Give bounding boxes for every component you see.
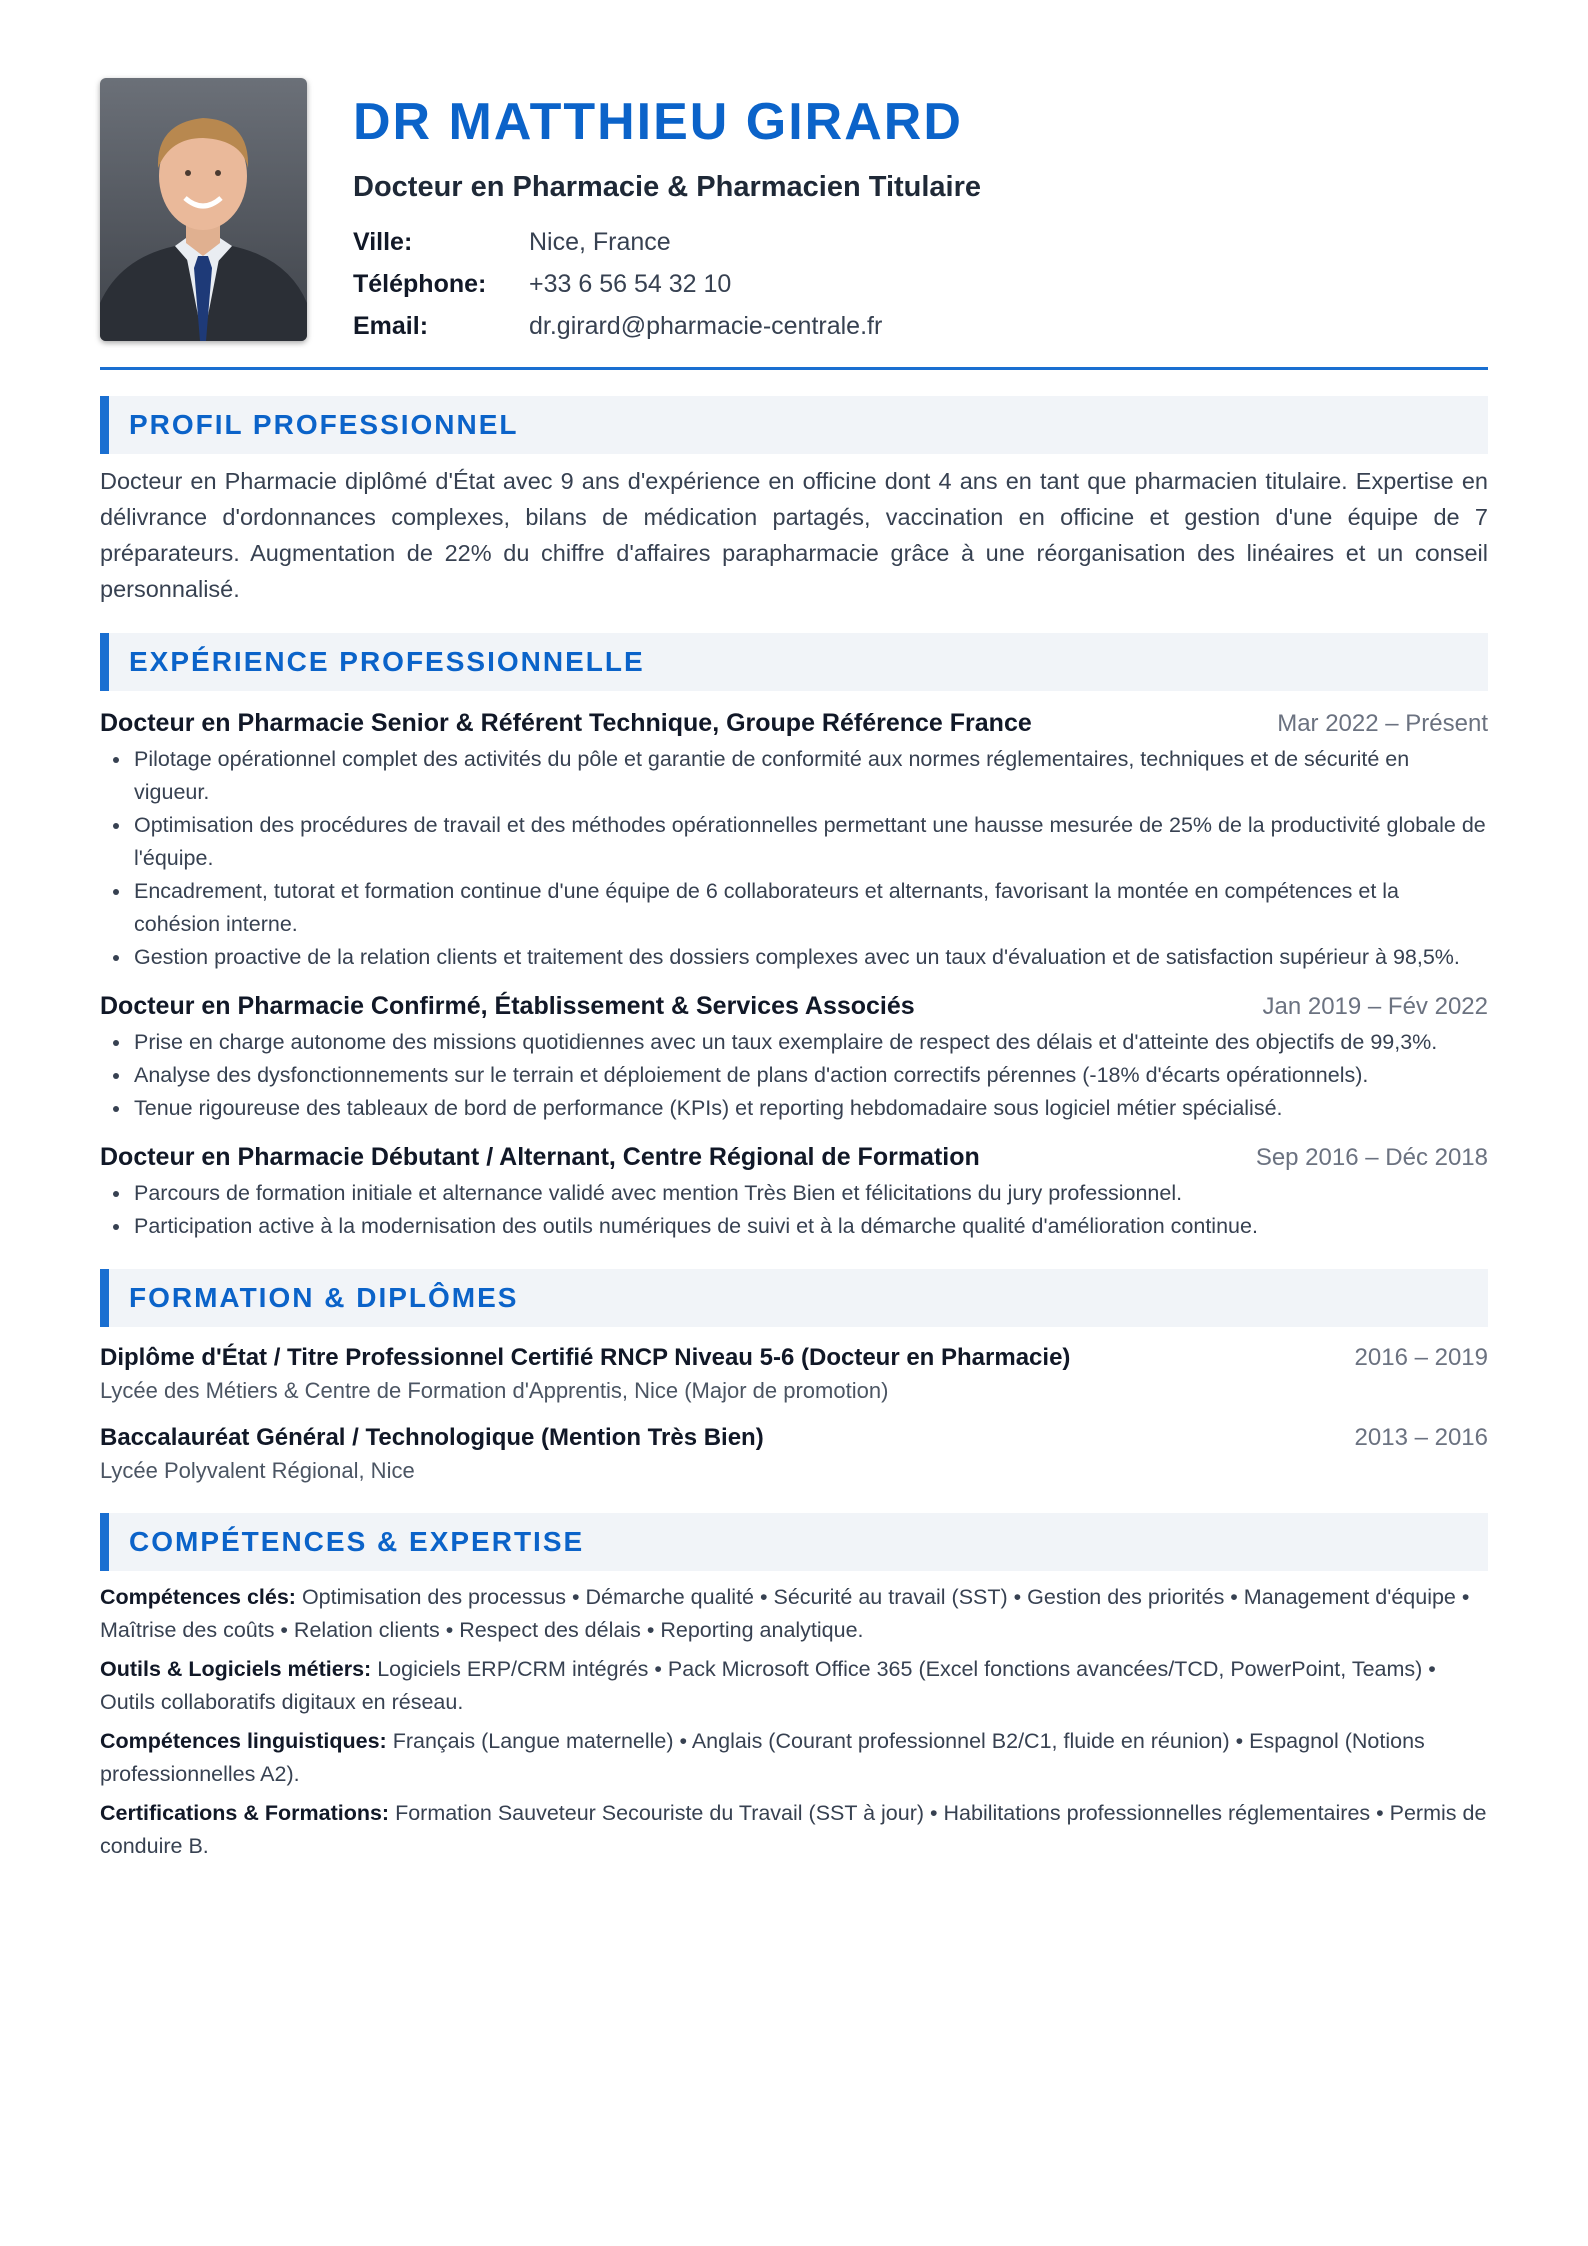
job-bullet: Participation active à la modernisation des outils numériques de suivi et à la démarche qualité d'amélioration continue. (100, 1210, 1488, 1243)
job-bullets (100, 743, 1488, 974)
resume-header (100, 78, 1488, 341)
section-profile (100, 396, 1488, 607)
section-title: PROFIL PROFESSIONNEL (129, 409, 519, 440)
job-entry (100, 988, 1488, 1125)
skill-line (100, 1797, 1488, 1863)
candidate-title: Docteur en Pharmacie & Pharmacien Titulaire (353, 171, 982, 203)
job-bullet: Tenue rigoureuse des tableaux de bord de performance (KPIs) et reporting hebdomadaire sous logiciel métier spécialisé. (100, 1092, 1488, 1125)
job-bullet: Prise en charge autonome des missions quotidiennes avec un taux exemplaire de respect des délais et d'atteinte des objectifs de 99,3%. (100, 1026, 1488, 1059)
section-header (100, 1513, 1488, 1571)
contact-value: +33 6 56 54 32 10 (529, 269, 732, 298)
skill-text: Optimisation des processus • Démarche qualité • Sécurité au travail (SST) • Gestion des priorités • Management d'équipe • Maîtrise des coûts • Relation clients • Respect des délais • Reporting analytique. (100, 1585, 1470, 1642)
section-title: COMPÉTENCES & EXPERTISE (129, 1526, 585, 1557)
contact-label: Téléphone: (353, 269, 487, 298)
education-entry (100, 1341, 1488, 1407)
section-title: EXPÉRIENCE PROFESSIONNELLE (129, 646, 645, 677)
job-entry (100, 1139, 1488, 1243)
job-title: Docteur en Pharmacie Débutant / Alternant, Centre Régional de Formation (100, 1143, 980, 1171)
section-title: FORMATION & DIPLÔMES (129, 1282, 519, 1313)
profile-summary: Docteur en Pharmacie diplômé d'État avec 9 ans d'expérience en officine dont 4 ans en tant que pharmacien titulaire. Expertise en délivrance d'ordonnances complexes, bilans de médication partagés, vaccination en officine et gestion d'une équipe de 7 préparateurs. Augmentation de 22% du chiffre d'affaires parapharmacie grâce à une réorganisation des linéaires et un conseil personnalisé. (100, 468, 1488, 602)
candidate-name: DR MATTHIEU GIRARD (353, 93, 963, 151)
education-entry (100, 1421, 1488, 1487)
section-skills (100, 1513, 1488, 1863)
contact-email (353, 305, 981, 347)
profile-photo (100, 78, 307, 341)
job-bullet: Encadrement, tutorat et formation continue d'une équipe de 6 collaborateurs et alternants, favorisant la montée en compétences et la cohésion interne. (100, 875, 1488, 941)
job-bullets (100, 1177, 1488, 1243)
job-bullet: Analyse des dysfonctionnements sur le terrain et déploiement de plans d'action correctifs pérennes (-18% d'écarts opérationnels). (100, 1059, 1488, 1092)
contact-city (353, 221, 981, 263)
job-date: Sep 2016 – Déc 2018 (1255, 1144, 1488, 1171)
skill-label: Certifications & Formations: (100, 1801, 390, 1825)
degree-date: 2016 – 2019 (1354, 1344, 1488, 1371)
contact-label: Email: (353, 311, 429, 340)
skill-label: Outils & Logiciels métiers: (100, 1657, 372, 1681)
contact-value: Nice, France (529, 227, 671, 256)
school-name: Lycée des Métiers & Centre de Formation d'Apprentis, Nice (Major de promotion) (100, 1378, 889, 1403)
skill-line (100, 1581, 1488, 1647)
contact-value: dr.girard@pharmacie-centrale.fr (529, 311, 883, 340)
contact-phone (353, 263, 981, 305)
section-header (100, 633, 1488, 691)
job-bullet: Optimisation des procédures de travail et des méthodes opérationnelles permettant une hausse mesurée de 25% de la productivité globale de l'équipe. (100, 809, 1488, 875)
skill-text: Français (Langue maternelle) • Anglais (Courant professionnel B2/C1, fluide en réunion) • Espagnol (Notions professionnelles A2). (100, 1729, 1425, 1786)
section-header (100, 396, 1488, 454)
section-education (100, 1269, 1488, 1487)
job-bullet: Pilotage opérationnel complet des activités du pôle et garantie de conformité aux normes réglementaires, techniques et de sécurité en vigueur. (100, 743, 1488, 809)
job-entry (100, 705, 1488, 974)
section-experience (100, 633, 1488, 1243)
degree-title: Diplôme d'État / Titre Professionnel Certifié RNCP Niveau 5-6 (Docteur en Pharmacie) (100, 1344, 1071, 1371)
skill-label: Compétences linguistiques: (100, 1729, 387, 1753)
degree-title: Baccalauréat Général / Technologique (Mention Très Bien) (100, 1424, 764, 1451)
section-header (100, 1269, 1488, 1327)
skill-line (100, 1653, 1488, 1719)
skill-text: Logiciels ERP/CRM intégrés • Pack Microsoft Office 365 (Excel fonctions avancées/TCD, PowerPoint, Teams) • Outils collaboratifs digitaux en réseau. (100, 1657, 1436, 1714)
contact-details (353, 221, 981, 347)
job-title: Docteur en Pharmacie Confirmé, Établissement & Services Associés (100, 992, 915, 1020)
job-bullet: Parcours de formation initiale et alternance validé avec mention Très Bien et félicitations du jury professionnel. (100, 1177, 1488, 1210)
job-title: Docteur en Pharmacie Senior & Référent Technique, Groupe Référence France (100, 709, 1032, 737)
header-info (353, 78, 981, 347)
contact-label: Ville: (353, 227, 413, 256)
job-date: Jan 2019 – Fév 2022 (1262, 993, 1488, 1020)
school-name: Lycée Polyvalent Régional, Nice (100, 1458, 415, 1483)
job-date: Mar 2022 – Présent (1277, 710, 1488, 737)
skill-label: Compétences clés: (100, 1585, 296, 1609)
skill-text: Formation Sauveteur Secouriste du Travail (SST à jour) • Habilitations professionnelles réglementaires • Permis de conduire B. (100, 1801, 1487, 1858)
job-bullets (100, 1026, 1488, 1125)
job-bullet: Gestion proactive de la relation clients et traitement des dossiers complexes avec un taux d'évaluation et de satisfaction supérieur à 98,5%. (100, 941, 1488, 974)
skill-line (100, 1725, 1488, 1791)
header-divider (100, 367, 1488, 370)
degree-date: 2013 – 2016 (1354, 1424, 1488, 1451)
